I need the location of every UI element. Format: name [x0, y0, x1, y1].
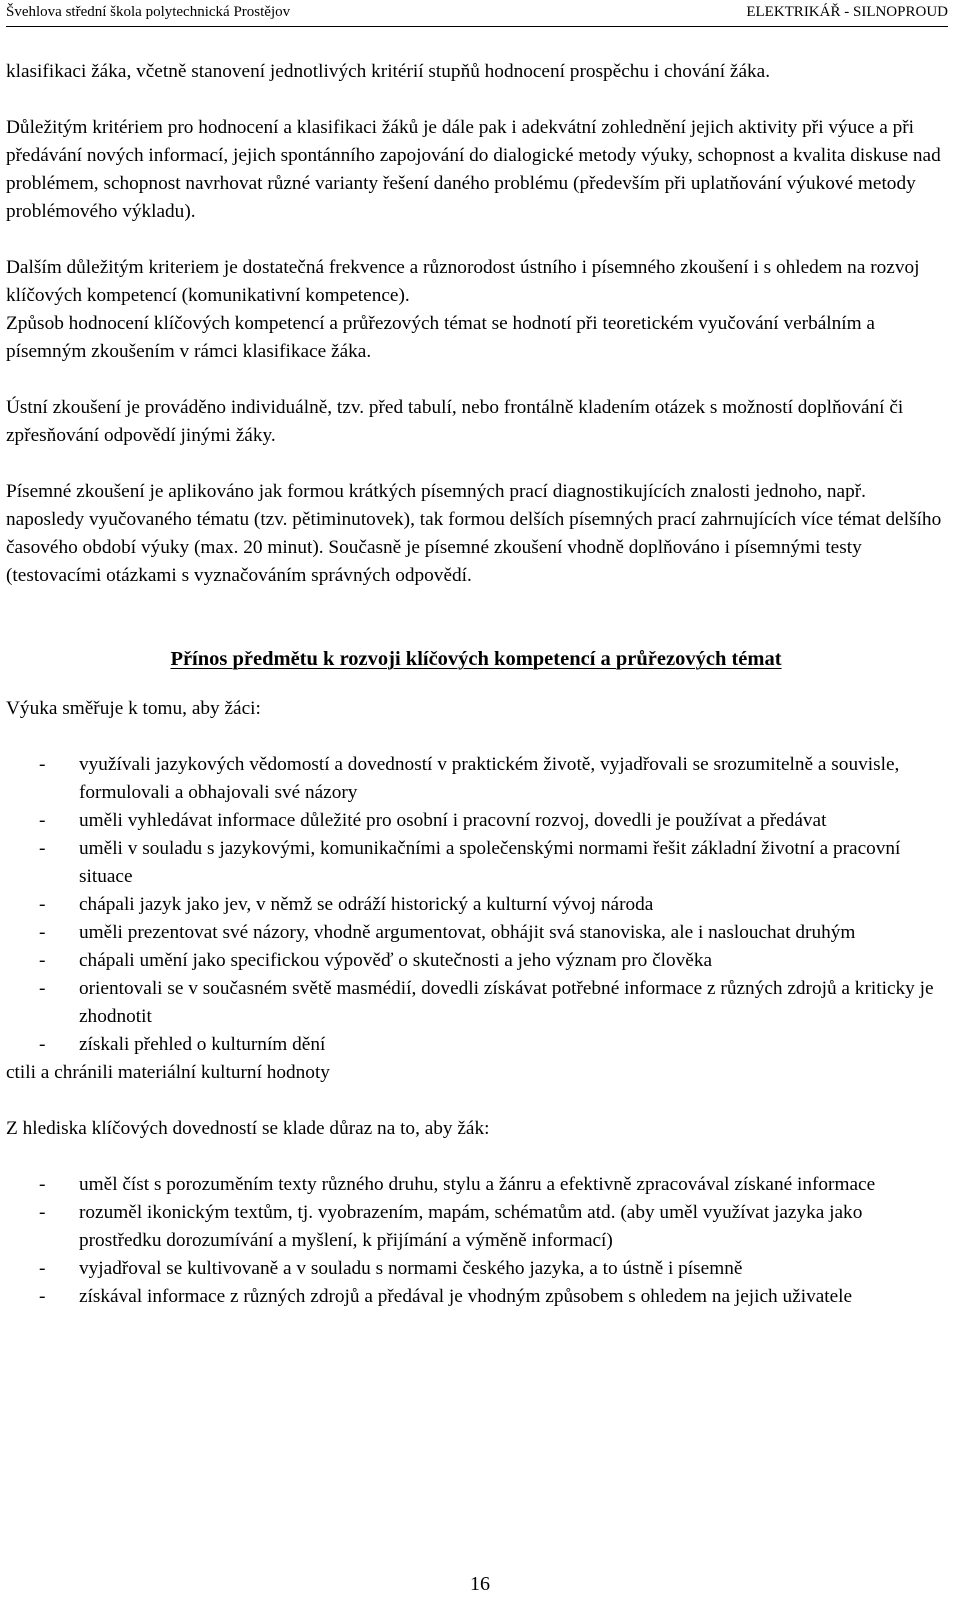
paragraph-frequency-criterion: Dalším důležitým kriteriem je dostatečná frekvence a různorodost ústního i písemného zkoušení i s ohledem na rozvoj klíčových kompetencí (komunikativní kompetence). [6, 257, 920, 306]
page-header [6, 4, 948, 27]
list-item: - využívali jazykových vědomostí a dovedností v praktickém životě, vyjadřovali se srozumitelně a souvisle, formulovali a obhajovali své názory [6, 751, 946, 807]
list-item: - uměl číst s porozuměním texty různého druhu, stylu a žánru a efektivně zpracovával získané informace [6, 1171, 946, 1199]
list-item: - chápali umění jako specifickou výpověď o skutečnosti a jeho význam pro člověka [6, 947, 946, 975]
list-item: - rozuměl ikonickým textům, tj. vyobrazením, mapám, schématům atd. (aby uměl využívat jazyka jako prostředku dorozumívání a myšlení, k přijímání a výměně informací) [6, 1199, 946, 1255]
list-item: - získával informace z různých zdrojů a předával je vhodným způsobem s ohledem na jejich uživatele [6, 1283, 946, 1311]
list1 [6, 751, 946, 1059]
page-content [6, 58, 946, 1311]
list-item: - chápali jazyk jako jev, v němž se odráží historický a kulturní vývoj národa [6, 891, 946, 919]
list-item: - uměli vyhledávat informace důležité pro osobní i pracovní rozvoj, dovedli je používat a předávat [6, 807, 946, 835]
paragraph-activity-criterion: Důležitým kritériem pro hodnocení a klasifikaci žáků je dále pak i adekvátní zohlednění jejich aktivity při výuce a při předávání nových informací, jejich spontánního zapojování do dialogické metody výuky, schopnost a kvalita diskuse nad problémem, schopnost navrhovat různé varianty řešení daného problému (především při uplatňování výukové metody problémového výkladu). [6, 117, 941, 222]
paragraph-classification: klasifikaci žáka, včetně stanovení jednotlivých kritérií stupňů hodnocení prospěchu i chování žáka. [6, 61, 771, 82]
page-number: 16 [470, 1573, 490, 1595]
list-item: - uměli prezentovat své názory, vhodně argumentovat, obhájit svá stanoviska, ale i naslouchat druhým [6, 919, 946, 947]
list-item: - vyjadřoval se kultivovaně a v souladu s normami českého jazyka, a to ústně i písemně [6, 1255, 946, 1283]
list1-trailing: ctili a chránili materiální kulturní hodnoty [6, 1062, 330, 1083]
header-school-name: Švehlova střední škola polytechnická Prostějov [6, 4, 291, 20]
list-item: - získali přehled o kulturním dění [6, 1031, 946, 1059]
paragraph-competence-evaluation: Způsob hodnocení klíčových kompetencí a průřezových témat se hodnotí při teoretickém vyučování verbálním a písemným zkoušením v rámci klasifikace žáka. [6, 313, 875, 362]
list-item: - uměli v souladu s jazykovými, komunikačními a společenskými normami řešit základní životní a pracovní situace [6, 835, 946, 891]
list2-intro: Z hlediska klíčových dovedností se klade důraz na to, aby žák: [6, 1118, 490, 1139]
paragraph-written-exam: Písemné zkoušení je aplikováno jak formou krátkých písemných prací diagnostikujících znalosti jednoho, např. naposledy vyučovaného tématu (tzv. pětiminutovek), tak formou delších písemných prací zahrnujících více témat delšího časového období výuky (max. 20 minut). Současně je písemné zkoušení vhodně doplňováno i písemnými testy (testovacími otázkami s vyznačováním správných odpovědí. [6, 481, 942, 586]
paragraph-oral-exam: Ústní zkoušení je prováděno individuálně, tzv. před tabulí, nebo frontálně kladením otázek s možností doplňování či zpřesňování odpovědí jinými žáky. [6, 397, 904, 446]
section-title: Přínos předmětu k rozvoji klíčových kompetencí a průřezových témat [170, 648, 782, 670]
header-program-name: ELEKTRIKÁŘ - SILNOPROUD [746, 4, 948, 20]
list-item: - orientovali se v současném světě masmédií, dovedli získávat potřebné informace z různých zdrojů a kriticky je zhodnotit [6, 975, 946, 1031]
list2 [6, 1171, 946, 1311]
list1-intro: Výuka směřuje k tomu, aby žáci: [6, 698, 261, 719]
